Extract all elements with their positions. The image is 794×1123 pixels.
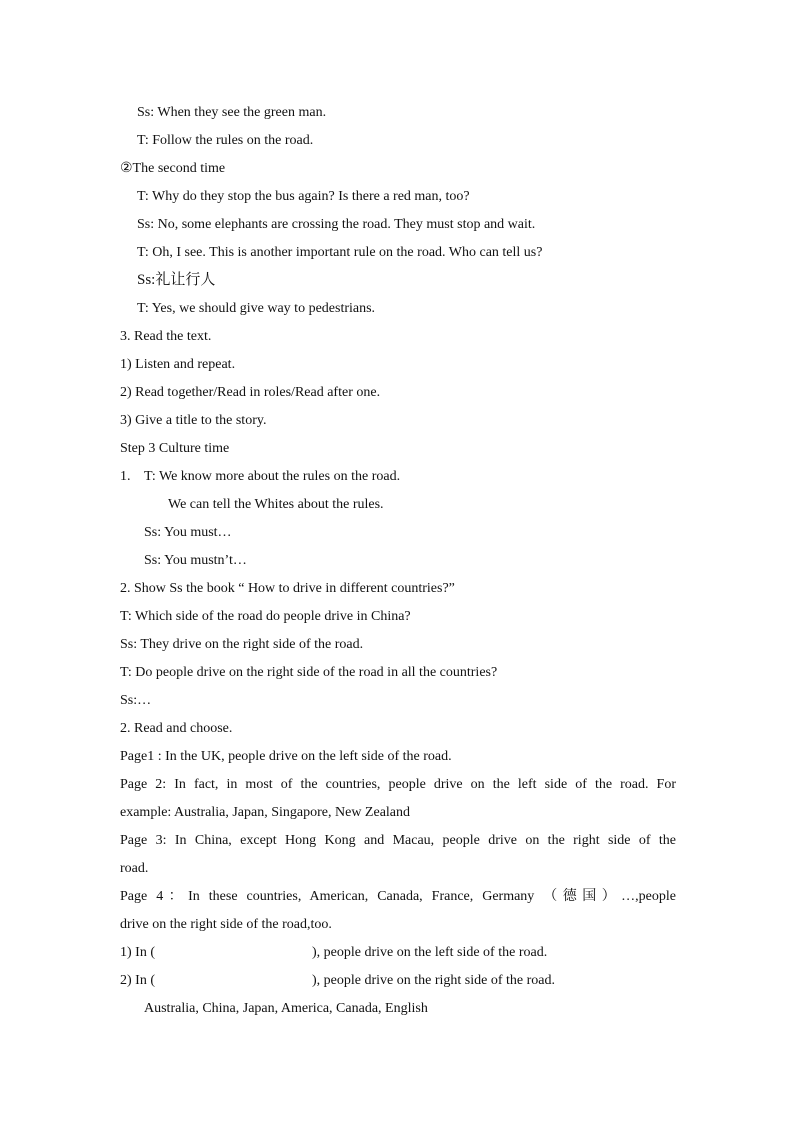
page-line: road.	[120, 861, 149, 876]
dialogue-line: Ss: No, some elephants are crossing the road. They must stop and wait.	[137, 217, 536, 232]
step-line: 2) Read together/Read in roles/Read after one.	[120, 385, 381, 400]
step-line: 1) Listen and repeat.	[120, 357, 236, 372]
dialogue-line: T: Oh, I see. This is another important rule on the road. Who can tell us?	[137, 245, 543, 260]
page-line: example: Australia, Japan, Singapore, New Zealand	[120, 805, 411, 820]
dialogue-line: Ss: You mustn’t…	[144, 553, 247, 568]
step-line: 2. Read and choose.	[120, 721, 233, 736]
dialogue-line: Ss:…	[120, 693, 152, 708]
dialogue-line: Ss: When they see the green man.	[137, 105, 327, 120]
page-line: Page 3: In China, except Hong Kong and Macau, people drive on the right side of the	[120, 833, 676, 848]
dialogue-line: Ss:礼让行人	[137, 272, 216, 288]
blank-prefix: 2) In (	[120, 973, 155, 988]
page-line: drive on the right side of the road,too.	[120, 917, 332, 932]
page-line: Page 2: In fact, in most of the countries, people drive on the left side of the road. For	[120, 777, 676, 792]
page-line: Page1 : In the UK, people drive on the left side of the road.	[120, 749, 452, 764]
section-heading: ②The second time	[120, 161, 226, 176]
dialogue-line: T: Do people drive on the right side of the road in all the countries?	[120, 665, 498, 680]
item-text: T: We know more about the rules on the road.	[144, 469, 401, 484]
page-line: Page 4：In these countries, American, Canada, France, Germany （德国）…,people	[120, 889, 676, 904]
dialogue-line: Ss: They drive on the right side of the road.	[120, 637, 364, 652]
step-line: 3) Give a title to the story.	[120, 413, 267, 428]
step-heading: Step 3 Culture time	[120, 441, 230, 456]
dialogue-line: We can tell the Whites about the rules.	[168, 497, 384, 512]
blank-prefix: 1) In (	[120, 945, 155, 960]
blank-suffix: ), people drive on the right side of the road.	[312, 973, 555, 988]
dialogue-line: T: Yes, we should give way to pedestrians.	[137, 301, 376, 316]
item-number: 1.	[120, 469, 131, 484]
dialogue-line: Ss: You must…	[144, 525, 232, 540]
step-line: 3. Read the text.	[120, 329, 212, 344]
dialogue-line: T: Why do they stop the bus again? Is there a red man, too?	[137, 189, 470, 204]
blank-suffix: ), people drive on the left side of the road.	[312, 945, 548, 960]
dialogue-line: T: Follow the rules on the road.	[137, 133, 314, 148]
step-line: 2. Show Ss the book “ How to drive in different countries?”	[120, 581, 455, 596]
dialogue-line: T: Which side of the road do people drive in China?	[120, 609, 411, 624]
word-bank: Australia, China, Japan, America, Canada, English	[144, 1001, 428, 1016]
